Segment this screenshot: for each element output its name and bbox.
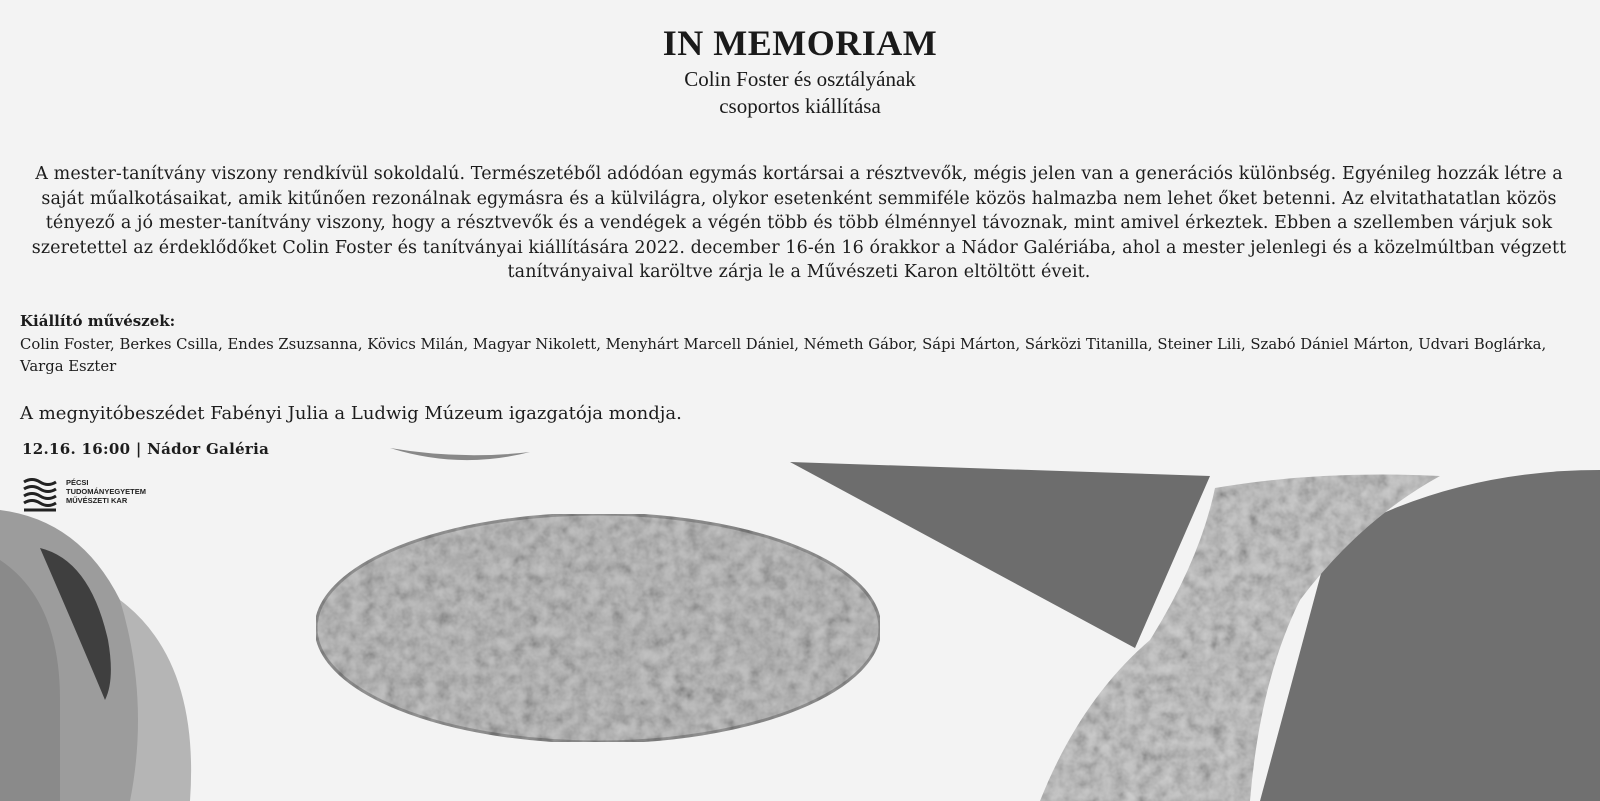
logo-line: TUDOMÁNYEGYETEM [66,487,147,496]
artists-label: Kiállító művészek: [20,312,176,330]
artists-list: Colin Foster, Berkes Csilla, Endes Zsuzsanna, Kövics Milán, Magyar Nikolett, Menyhárt Marcell Dániel, Németh Gábor, Sápi Márton, Sárközi Titanilla, Steiner Lili, Szabó Dániel Márton, Udvari Boglárka, Varga Eszter [20,336,1547,375]
logo-line: MŰVÉSZETI KAR [66,496,128,505]
event-date-location: 12.16. 16:00 | Nádor Galéria [22,440,270,458]
textured-oval-shape [316,514,880,742]
opening-speech-text: A megnyitóbeszédet Fabényi Julia a Ludwig Múzeum igazgatója mondja. [20,403,682,424]
subtitle [0,66,1600,120]
subtitle-line: csoportos kiállítása [719,94,881,118]
page-title: IN MEMORIAM [662,23,938,63]
subtitle-line: Colin Foster és osztályának [684,67,916,91]
logo-text [66,478,146,505]
university-logo [22,476,147,514]
waves-logo-icon [22,476,62,514]
logo-line: PÉCSI [66,478,89,487]
description-paragraph: A mester-tanítvány viszony rendkívül sokoldalú. Természetéből adódóan egymás kortársai a résztvevők, mégis jelen van a generációs különbség. Egyénileg hozzák létre a saját műalkotásaikat, amik kitűnően rezonálnak egymásra és a külvilágra, olykor esetenként semmiféle közös halmazba nem lehet őket betenni. Az elvitathatatlan közös tényező a jó mester-tanítvány viszony, hogy a résztvevők és a vendégek a végén több és több élménnyel távoznak, mint amivel érkeztek. Ebben a szellemben várjuk sok szeretettel az érdeklődőket Colin Foster és tanítványai kiállítására 2022. december 16-én 16 órakkor a Nádor Galériába, ahol a mester jelenlegi és a közelmúltban végzett tanítványaival karöltve zárja le a Művészeti Karon eltöltött éveit. [31,164,1567,283]
